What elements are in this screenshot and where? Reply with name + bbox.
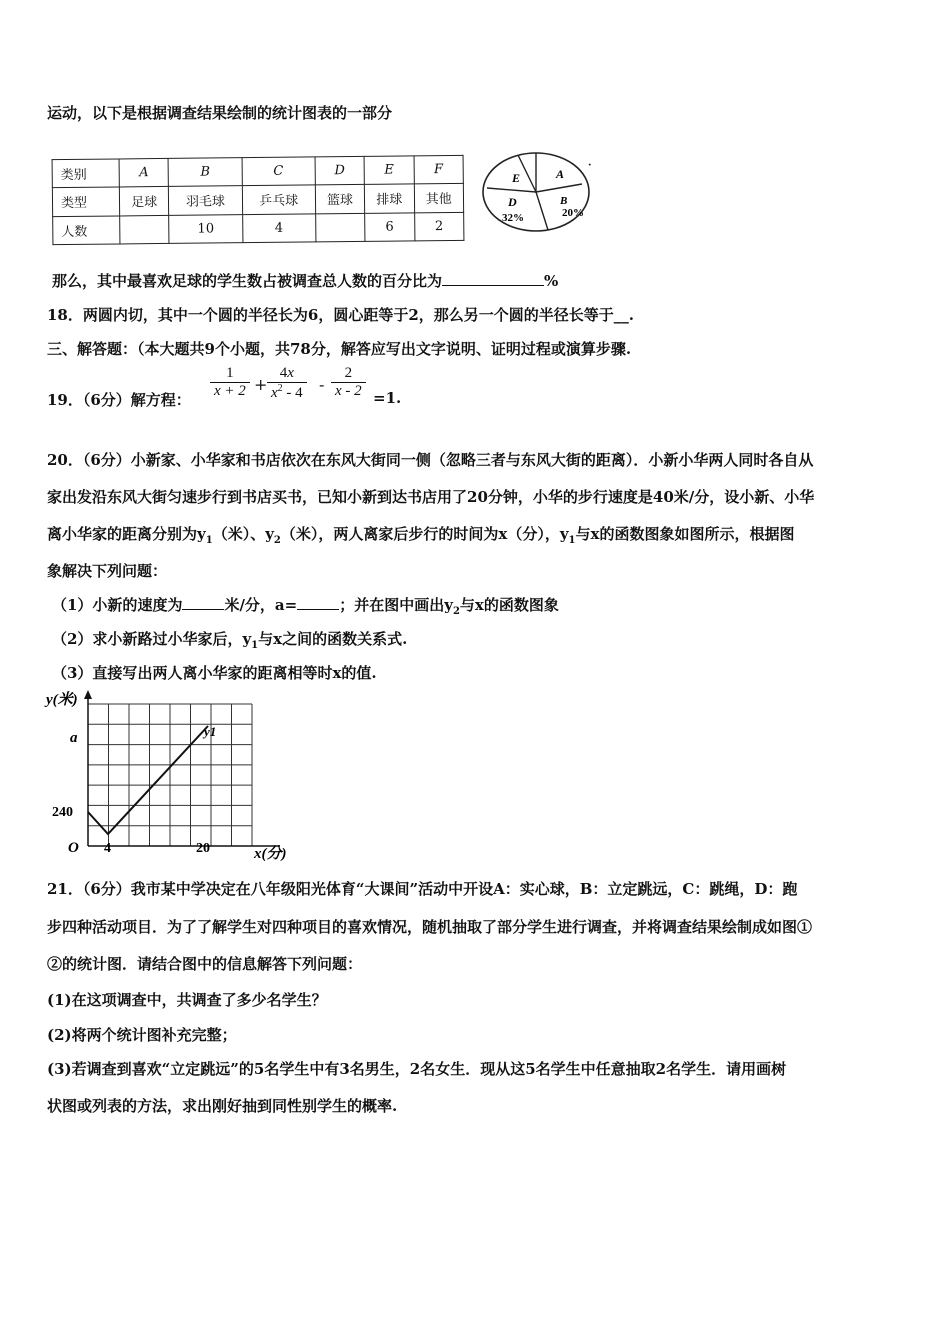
table-cell (120, 215, 170, 244)
table-cell: 其他 (414, 184, 464, 213)
q20-subquestion-1 (52, 594, 559, 617)
fraction-2-den (267, 383, 307, 402)
pie-label-e: E (512, 171, 521, 185)
q20-s1-part: （1）小新的速度为 (52, 596, 183, 614)
table-cell: 类别 (52, 159, 119, 188)
table-cell: 羽毛球 (169, 186, 242, 215)
fraction-3-den: x - 2 (335, 383, 362, 399)
q20-s1-part: 米/分，a= (224, 596, 298, 614)
f2-den-exp: 2 (277, 383, 283, 394)
table-cell: D (315, 156, 365, 185)
pie-dot: · (588, 160, 592, 171)
pie-chart (478, 148, 596, 236)
table-cell: 类型 (52, 187, 119, 216)
q21-subquestion-3: (3)若调查到喜欢“立定跳远”的5名学生中有3名男生，2名女生．现从这5名学生中任意抽取2名学生．请用画树 (47, 1060, 787, 1078)
subscript: 1 (568, 535, 576, 546)
percent-sign: % (544, 272, 559, 290)
q20-subquestion-2 (52, 628, 407, 651)
pie-divider (536, 184, 582, 192)
subscript: 2 (452, 606, 460, 617)
q21-subquestion-3-cont: 状图或列表的方法，求出刚好抽到同性别学生的概率. (47, 1097, 398, 1115)
q21-paragraph-2: 步四种活动项目．为了了解学生对四种项目的喜欢情况，随机抽取了部分学生进行调查，并将调查结果绘制成如图① (47, 918, 813, 936)
table-cell: 6 (365, 213, 415, 242)
table-cell: 人数 (53, 216, 120, 245)
q20-paragraph-3 (47, 523, 794, 546)
table-cell: 2 (414, 212, 464, 241)
q20-paragraph-1: 20．（6分）小新家、小华家和书店依次在东风大街同一侧（忽略三者与东风大街的距离）．小新小华两人同时各自从 (47, 451, 814, 469)
pie-label-b: B (560, 195, 568, 207)
table-cell: E (364, 156, 414, 185)
table-cell: F (414, 155, 464, 184)
fraction-1-den: x + 2 (214, 383, 246, 399)
y-axis-label: y(米) (46, 692, 78, 708)
pie-label-a: A (556, 167, 565, 181)
section-title: 三、解答题：（本大题共9个小题，共78分，解答应写出文字说明、证明过程或演算步骤. (47, 340, 632, 358)
table-row (52, 184, 463, 217)
function-graph (40, 688, 300, 866)
q20-p3-part: （米），两人离家后步行的时间为x（分），y (280, 525, 569, 543)
q19-tail: =1. (373, 389, 402, 407)
q20-paragraph-4: 象解决下列问题： (47, 562, 168, 580)
table-cell: 乒乓球 (242, 185, 315, 214)
table-cell: 10 (169, 214, 242, 243)
fraction-3-num: 2 (331, 365, 366, 383)
subscript: 2 (273, 535, 281, 546)
survey-table (52, 155, 465, 245)
graph-grid (88, 704, 252, 846)
origin-label: O (68, 840, 79, 856)
pie-percent-d: 32% (502, 212, 524, 224)
q17-question-text: 那么，其中最喜欢足球的学生数占被调查总人数的百分比为 (52, 272, 443, 290)
fraction-1 (210, 365, 250, 400)
table-cell: A (119, 158, 169, 187)
answer-blank[interactable] (297, 595, 339, 610)
q20-paragraph-2: 家出发沿东风大街匀速步行到书店买书，已知小新到达书店用了20分钟，小华的步行速度是40米/分，设小新、小华 (47, 488, 815, 506)
pie-label-d: D (508, 195, 517, 209)
q21-subquestion-2: (2)将两个统计图补充完整； (47, 1026, 237, 1044)
y-axis-arrow (84, 690, 92, 699)
table-cell: 足球 (119, 187, 169, 216)
a-label: a (70, 730, 78, 746)
minus-sign: - (319, 375, 325, 394)
q21-paragraph-1: 21．（6分）我市某中学决定在八年级阳光体育“大课间”活动中开设A：实心球，B：立定跳远，C：跳绳，D：跑 (47, 880, 798, 898)
q21-paragraph-3: ②的统计图．请结合图中的信息解答下列问题： (47, 955, 363, 973)
x4-label: 4 (104, 841, 111, 856)
pie-percent-b: 20% (562, 207, 584, 219)
table-row (52, 155, 463, 188)
q17-intro: 运动，以下是根据调查结果绘制的统计图表的一部分 (47, 104, 393, 122)
fraction-2 (267, 365, 307, 402)
table-cell: B (168, 158, 241, 187)
table-cell (315, 213, 365, 242)
fraction-3 (331, 365, 366, 400)
table-cell: 4 (242, 214, 315, 243)
subscript: 1 (205, 535, 213, 546)
fraction-2-num-coef: 4 (279, 365, 288, 381)
q17-question (52, 270, 558, 291)
x20-label: 20 (196, 841, 210, 856)
pie-divider (518, 155, 536, 192)
table-cell: C (242, 157, 315, 186)
q20-s2-part: （2）求小新路过小华家后，y (52, 630, 252, 648)
fraction-1-num: 1 (210, 365, 250, 383)
table-cell: 篮球 (315, 185, 365, 214)
q20-p3-part: 离小华家的距离分别为y (47, 525, 206, 543)
answer-blank[interactable] (442, 271, 544, 286)
answer-blank[interactable] (182, 595, 224, 610)
q20-s1-part: ；并在图中画出y (339, 596, 453, 614)
y1-curve-label: y1 (204, 724, 217, 739)
f2-den-x: x (271, 385, 278, 401)
y240-label: 240 (52, 805, 73, 820)
q18-text: 18．两圆内切，其中一个圆的半径长为6，圆心距等于2，那么另一个圆的半径长等于__. (47, 306, 634, 324)
q19-label: 19．（6分）解方程： (47, 391, 191, 409)
q20-p3-part: （米）、y (212, 525, 274, 543)
f2-den-rest: - 4 (282, 385, 303, 401)
table-cell: 排球 (365, 184, 415, 213)
q21-subquestion-1: (1)在这项调查中，共调查了多少名学生？ (47, 991, 327, 1009)
plus-sign: + (254, 375, 268, 394)
pie-divider (487, 188, 536, 192)
pie-divider (536, 192, 548, 230)
table-row (53, 212, 464, 245)
q20-s2-part: 与x之间的函数关系式. (258, 630, 408, 648)
q20-p3-part: 与x的函数图象如图所示，根据图 (575, 525, 795, 543)
subscript: 1 (251, 640, 259, 651)
fraction-2-num: 4x (267, 365, 307, 383)
q20-subquestion-3: （3）直接写出两人离小华家的距离相等时x的值. (52, 664, 377, 682)
q20-s1-part: 与x的函数图象 (459, 596, 559, 614)
x-axis-label: x(分) (254, 846, 287, 862)
